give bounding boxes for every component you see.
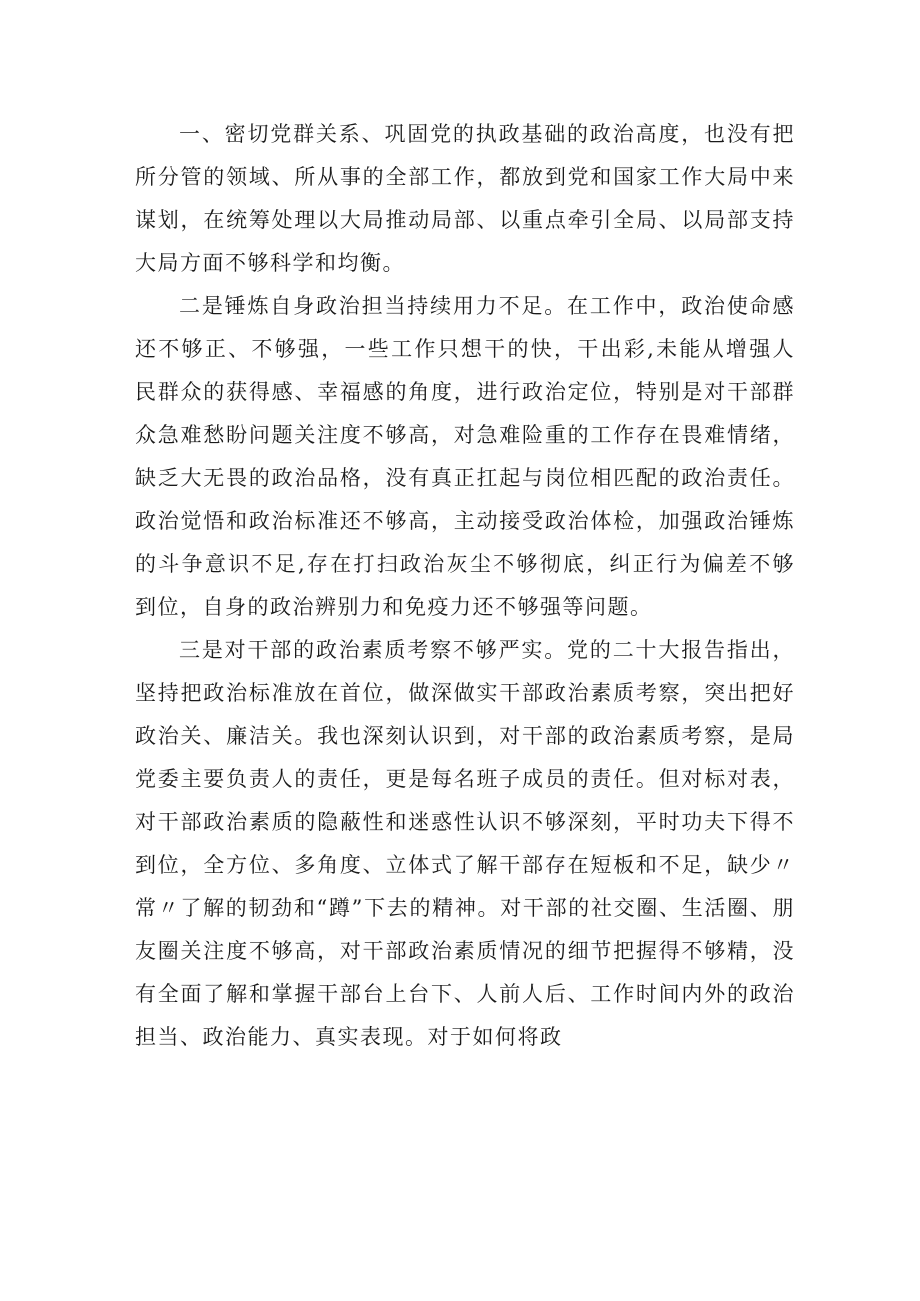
document-body [135,113,795,1059]
paragraph-1: 一、密切党群关系、巩固党的执政基础的政治高度，也没有把所分管的领域、所从事的全部工作，都放到党和国家工作大局中来谋划，在统筹处理以大局推动局部、以重点牵引全局、以局部支持大局方面不够科学和均衡。 [135,122,795,275]
paragraph-2: 二是锤炼自身政治担当持续用力不足。在工作中，政治使命感还不够正、不够强，一些工作只想干的快，干出彩,未能从增强人民群众的获得感、幸福感的角度，进行政治定位，特别是对干部群众急难愁盼问题关注度不够高，对急难险重的工作存在畏难情绪，缺乏大无畏的政治品格，没有真正扛起与岗位相匹配的政治责任。政治觉悟和政治标准还不够高，主动接受政治体检，加强政治锤炼的斗争意识不足,存在打扫政治灰尘不够彻底，纠正行为偏差不够到位，自身的政治辨别力和免疫力还不够强等问题。 [135,294,795,619]
paragraph-3: 三是对干部的政治素质考察不够严实。党的二十大报告指出，坚持把政治标准放在首位，做深做实干部政治素质考察，突出把好政治关、廉洁关。我也深刻认识到，对干部的政治素质考察，是局党委主要负责人的责任，更是每名班子成员的责任。但对标对表，对干部政治素质的隐蔽性和迷惑性认识不够深刻，平时功夫下得不到位，全方位、多角度、立体式了解干部存在短板和不足，缺少〃常〃了解的韧劲和“蹲”下去的精神。对干部的社交圈、生活圈、朋友圈关注度不够高，对干部政治素质情况的细节把握得不够精，没有全面了解和掌握干部台上台下、人前人后、工作时间内外的政治担当、政治能力、真实表现。对于如何将政 [135,638,795,1049]
